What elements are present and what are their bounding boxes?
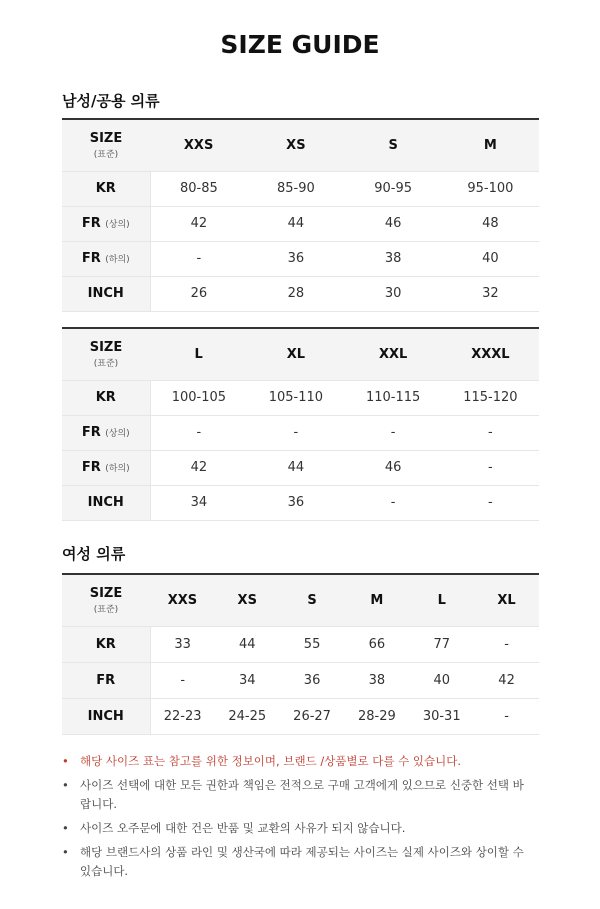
bullet-icon: • — [62, 821, 69, 835]
table-cell: 40 — [409, 662, 474, 698]
note-item — [62, 843, 532, 881]
size-header: XXS — [150, 574, 215, 626]
table-cell: 36 — [280, 662, 345, 698]
table-header-row — [62, 119, 539, 171]
table-cell: - — [345, 485, 442, 520]
row-header: FR (하의) — [62, 450, 150, 485]
table-cell: 28 — [247, 276, 344, 311]
table-cell: 85-90 — [247, 171, 344, 206]
note-text: 해당 사이즈 표는 참고를 위한 정보이며, 브랜드 /상품별로 다를 수 있습니다. — [80, 754, 462, 768]
table-cell: 115-120 — [442, 380, 539, 415]
table-cell: 55 — [280, 626, 345, 662]
women-section-heading: 여성 의류 — [62, 545, 126, 563]
table-row — [62, 662, 539, 698]
table-row — [62, 415, 539, 450]
size-header: XL — [247, 328, 344, 380]
table-cell: - — [474, 698, 539, 734]
size-header: L — [409, 574, 474, 626]
table-cell: - — [442, 450, 539, 485]
size-corner-cell: SIZE (표준) — [62, 574, 150, 626]
table-row — [62, 450, 539, 485]
note-item — [62, 776, 532, 814]
table-cell: 36 — [247, 241, 344, 276]
table-row — [62, 698, 539, 734]
row-header: INCH — [62, 276, 150, 311]
table-cell: - — [345, 415, 442, 450]
table-cell: 36 — [247, 485, 344, 520]
table-row — [62, 241, 539, 276]
table-row — [62, 626, 539, 662]
table-cell: 77 — [409, 626, 474, 662]
table-cell: 30 — [345, 276, 442, 311]
men-section-heading: 남성/공용 의류 — [62, 92, 160, 110]
table-cell: - — [150, 241, 247, 276]
table-header-row — [62, 574, 539, 626]
row-header: INCH — [62, 485, 150, 520]
size-corner-cell: SIZE (표준) — [62, 328, 150, 380]
table-cell: 34 — [150, 485, 247, 520]
women-size-table — [62, 573, 539, 735]
table-cell: - — [474, 626, 539, 662]
size-corner-cell: SIZE (표준) — [62, 119, 150, 171]
table-cell: 42 — [150, 206, 247, 241]
table-cell: 95-100 — [442, 171, 539, 206]
size-header: XXXL — [442, 328, 539, 380]
row-header: FR (하의) — [62, 241, 150, 276]
note-item — [62, 819, 532, 838]
size-header: XL — [474, 574, 539, 626]
row-header: INCH — [62, 698, 150, 734]
size-notes-list — [62, 752, 532, 886]
table-header-row — [62, 328, 539, 380]
row-header: FR (상의) — [62, 415, 150, 450]
table-cell: 48 — [442, 206, 539, 241]
note-text: 사이즈 선택에 대한 모든 권한과 책임은 전적으로 구매 고객에게 있으므로 신중한 선택 바랍니다. — [80, 778, 524, 811]
table-cell: 46 — [345, 450, 442, 485]
table-cell: - — [442, 485, 539, 520]
size-header: L — [150, 328, 247, 380]
table-row — [62, 485, 539, 520]
table-cell: 40 — [442, 241, 539, 276]
table-cell: - — [150, 415, 247, 450]
table-row — [62, 380, 539, 415]
size-header: M — [442, 119, 539, 171]
row-header: FR (상의) — [62, 206, 150, 241]
table-cell: 44 — [247, 206, 344, 241]
table-cell: 38 — [345, 241, 442, 276]
table-cell: 26 — [150, 276, 247, 311]
row-header: KR — [62, 171, 150, 206]
table-cell: 22-23 — [150, 698, 215, 734]
table-cell: 44 — [247, 450, 344, 485]
table-cell: - — [442, 415, 539, 450]
table-cell: 42 — [150, 450, 247, 485]
note-text: 해당 브랜드사의 상품 라인 및 생산국에 따라 제공되는 사이즈는 실제 사이즈와 상이할 수 있습니다. — [80, 845, 524, 878]
men-size-table-1 — [62, 118, 539, 312]
bullet-icon: • — [62, 754, 69, 768]
table-row — [62, 276, 539, 311]
table-cell: - — [150, 662, 215, 698]
bullet-icon: • — [62, 778, 69, 792]
table-cell: 33 — [150, 626, 215, 662]
table-cell: 80-85 — [150, 171, 247, 206]
men-size-table-2 — [62, 327, 539, 521]
page-title: SIZE GUIDE — [220, 30, 380, 59]
size-header: XXS — [150, 119, 247, 171]
table-cell: 44 — [215, 626, 280, 662]
table-cell: 105-110 — [247, 380, 344, 415]
table-cell: 42 — [474, 662, 539, 698]
table-cell: 24-25 — [215, 698, 280, 734]
size-header: XS — [215, 574, 280, 626]
table-cell: 38 — [344, 662, 409, 698]
table-cell: 26-27 — [280, 698, 345, 734]
table-cell: 100-105 — [150, 380, 247, 415]
size-header: M — [344, 574, 409, 626]
size-header: XS — [247, 119, 344, 171]
note-text: 사이즈 오주문에 대한 건은 반품 및 교환의 사유가 되지 않습니다. — [80, 821, 406, 835]
table-cell: - — [247, 415, 344, 450]
size-header: XXL — [345, 328, 442, 380]
row-header: KR — [62, 380, 150, 415]
table-row — [62, 171, 539, 206]
size-header: S — [280, 574, 345, 626]
row-header: KR — [62, 626, 150, 662]
table-cell: 32 — [442, 276, 539, 311]
table-cell: 34 — [215, 662, 280, 698]
table-cell: 30-31 — [409, 698, 474, 734]
table-cell: 28-29 — [344, 698, 409, 734]
bullet-icon: • — [62, 845, 69, 859]
table-cell: 66 — [344, 626, 409, 662]
table-cell: 110-115 — [345, 380, 442, 415]
table-cell: 90-95 — [345, 171, 442, 206]
note-item — [62, 752, 532, 771]
size-header: S — [345, 119, 442, 171]
table-cell: 46 — [345, 206, 442, 241]
table-row — [62, 206, 539, 241]
row-header: FR — [62, 662, 150, 698]
